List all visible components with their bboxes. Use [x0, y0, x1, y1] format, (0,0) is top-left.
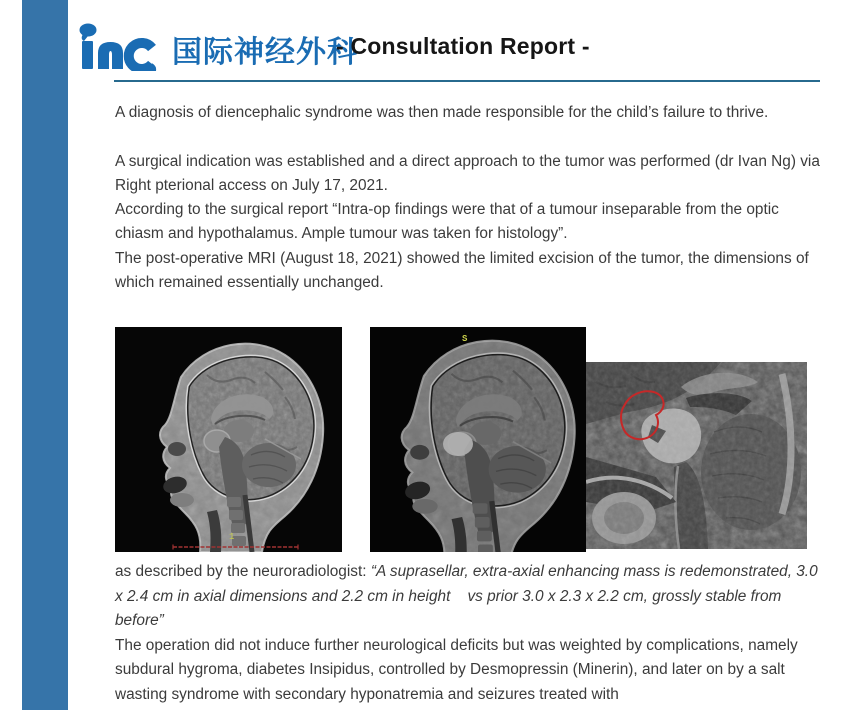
mri-image-zoom-sellar-region [586, 362, 807, 549]
radiologist-quote-text: “A suprasellar, extra-axial enhancing mass is redemonstrated, 3.0 x 2.4 cm in axial dimensions and 2.2 cm in height vs prior 3.0 x 2.3 x 2.2 cm, grossly stable from before” [115, 563, 822, 629]
page-title: - Consultation Report - [336, 33, 590, 59]
mri-preop-sagittal-scan [115, 327, 342, 552]
orientation-marker-superior: S [462, 334, 468, 344]
paragraph-spacer [115, 125, 827, 149]
report-body [115, 101, 827, 295]
mri-image-postop-sagittal [370, 327, 586, 552]
mri-image-preop-sagittal [115, 327, 342, 552]
left-accent-bar [22, 0, 68, 710]
paragraph-complications: The operation did not induce further neurological deficits but was weighted by complications, namely subdural hygroma, diabetes Insipidus, controlled by Desmopressin (Minerin), and later on by a salt wasting syndrome with secondary hyponatremia and seizures treated with [115, 636, 798, 703]
paragraph-surgery: A surgical indication was established and a direct approach to the tumor was performed (dr Ivan Ng) via Right pterional access on July 17, 2021. [115, 152, 820, 194]
paragraph-postop-mri: The post-operative MRI (August 18, 2021) showed the limited excision of the tumor, the dimensions of which remained essentially unchanged. [115, 249, 809, 292]
mri-zoom-sellar-scan [586, 362, 807, 549]
inc-logo [78, 21, 358, 71]
mri-postop-sagittal-scan [370, 327, 586, 552]
radiologist-lead-text: as described by the neuroradiologist: [115, 563, 371, 580]
paragraph-radiologist [115, 560, 829, 634]
inc-logo-chinese-text: 国际神经外科 [172, 36, 358, 69]
enhancing-mass-highlight [443, 432, 473, 456]
orientation-marker-inferior: 1 [229, 532, 235, 542]
paragraph-diagnosis: A diagnosis of diencephalic syndrome was then made responsible for the child’s failure to thrive. [115, 104, 769, 121]
report-body-continued [115, 560, 829, 707]
inc-logo-icon [78, 21, 162, 71]
paragraph-surgical-report: According to the surgical report “Intra-op findings were that of a tumour inseparable from the optic chiasm and hypothalamus. Ample tumour was taken for histology”. [115, 201, 779, 243]
header-divider [114, 80, 820, 82]
